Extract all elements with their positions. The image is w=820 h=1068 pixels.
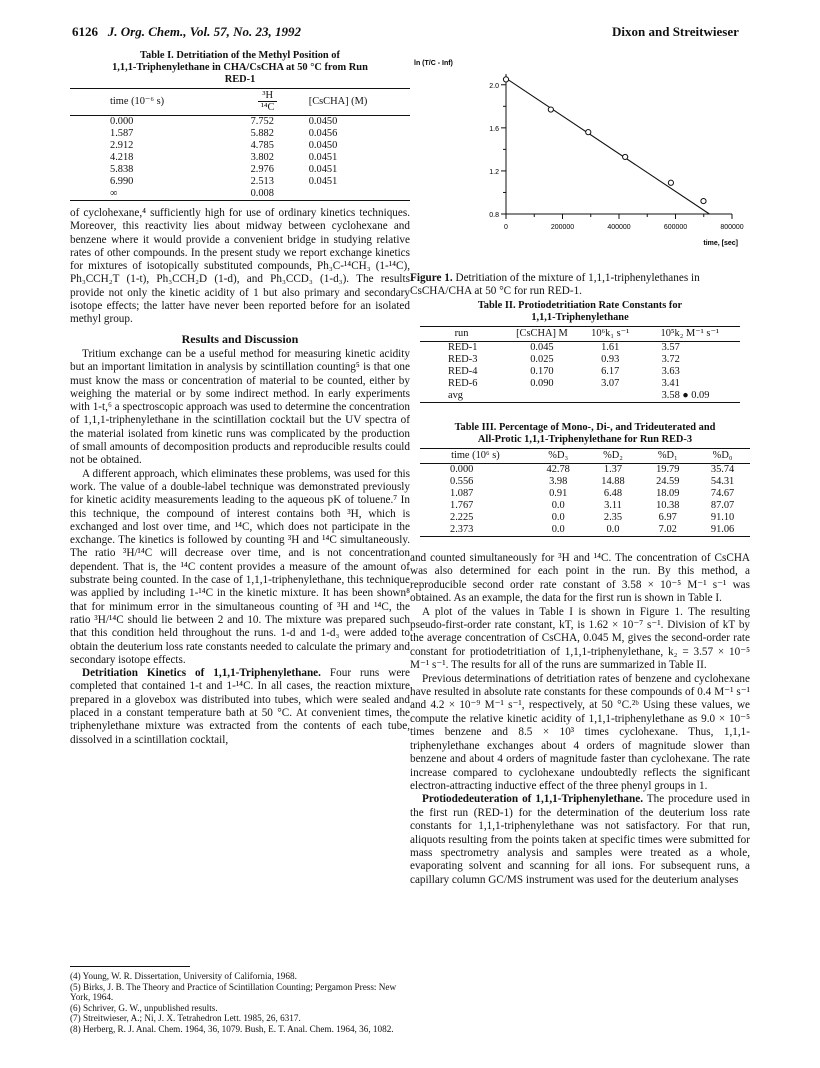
table1-cell: 5.838 bbox=[110, 164, 134, 175]
table2-header: 10⁵k₂ M⁻¹ s⁻¹ bbox=[660, 328, 720, 339]
footnote: (8) Herberg, R. J. Anal. Chem. 1964, 36, 1079. Bush, E. T. Anal. Chem. 1964, 36, 1082. bbox=[70, 1023, 394, 1034]
table3-cell: 0.0 bbox=[551, 524, 565, 535]
data-point bbox=[701, 198, 706, 203]
table3-cell: 6.48 bbox=[603, 488, 623, 499]
table2-avg-label: avg bbox=[448, 390, 464, 401]
table3-cell: 24.59 bbox=[656, 476, 680, 487]
table-row bbox=[420, 354, 740, 366]
table1-caption bbox=[70, 50, 410, 86]
table3-cell: 7.02 bbox=[658, 524, 677, 535]
table3-cell: 74.67 bbox=[710, 488, 735, 499]
x-tick-label: 200000 bbox=[550, 224, 575, 231]
table3-header: %D₂ bbox=[603, 450, 623, 461]
table2-cell: 3.41 bbox=[661, 378, 680, 389]
table3-cell: 1.087 bbox=[450, 488, 474, 499]
data-point bbox=[623, 154, 628, 159]
table1 bbox=[70, 88, 410, 201]
table2-cell: 1.61 bbox=[601, 342, 620, 353]
table2-avg-value: 3.58 ● 0.09 bbox=[661, 390, 710, 401]
table1-cell: 4.785 bbox=[250, 140, 274, 151]
table-row bbox=[420, 512, 750, 524]
table-row bbox=[420, 464, 750, 477]
table1-header-time: time (10⁻⁶ s) bbox=[110, 96, 165, 107]
page-number: 6126 bbox=[72, 24, 98, 39]
table3-caption-line: All-Protic 1,1,1-Triphenylethane for Run RED-3 bbox=[477, 434, 693, 445]
table2-cell: 0.93 bbox=[601, 354, 620, 365]
table-row bbox=[420, 500, 750, 512]
table-row bbox=[70, 116, 410, 129]
table3-cell: 18.09 bbox=[656, 488, 680, 499]
table3 bbox=[420, 448, 750, 537]
table1-cell: 2.976 bbox=[250, 164, 274, 175]
table3-cell: 10.38 bbox=[656, 500, 680, 511]
table-row-avg bbox=[420, 390, 740, 403]
table3-cell: 87.07 bbox=[710, 500, 735, 511]
figure1 bbox=[410, 56, 750, 268]
y-tick-label: 1.6 bbox=[489, 125, 499, 133]
table1-cell: 6.990 bbox=[110, 176, 134, 187]
table1-header-ratio bbox=[229, 89, 307, 116]
x-tick-label: 0 bbox=[504, 224, 508, 231]
paragraph: and counted simultaneously for ³H and ¹⁴C. The concentration of CsCHA was also determined for each point in the run. By this method, a reproducible second order rate constant of 3.58 × 10⁻⁵ M⁻¹ s⁻¹ was obtained. As an example, the data for the first run is shown in Table I. bbox=[410, 552, 750, 605]
table2-cell: 6.17 bbox=[601, 366, 620, 377]
section-heading: Results and Discussion bbox=[181, 331, 299, 346]
table3-cell: 6.97 bbox=[658, 512, 677, 523]
table1-header-conc: [CsCHA] (M) bbox=[308, 96, 368, 107]
table3-body bbox=[420, 464, 750, 537]
table1-cell: 0.0451 bbox=[308, 152, 338, 163]
table3-header: %D₀ bbox=[712, 450, 733, 461]
x-axis-label: time, [sec] bbox=[703, 240, 738, 247]
table1-cell: 0.0450 bbox=[308, 140, 338, 151]
table3-cell: 0.0 bbox=[551, 500, 565, 511]
y-tick-label: 0.8 bbox=[489, 212, 499, 219]
fit-line bbox=[506, 78, 709, 214]
table3-header: time (10⁶ s) bbox=[451, 450, 500, 461]
table1-cell: 4.218 bbox=[110, 152, 134, 163]
figure1-chart bbox=[410, 56, 750, 268]
paragraph: A different approach, which eliminates these problems, was used for this work. The value of a double-label technique was demonstrated previously for kinetic acidity measurements leading to the aqueous pK of toluene.⁷ In this technique, the compound of interest contains both ³H, which is exchanged and lost over time, and ¹⁴C, which does not participate in the exchange. The kinetics is followed by counting ³H and ¹⁴C simultaneously. The ratio ³H/¹⁴C will decrease over time, and is not concentration dependent. That is, the ¹⁴C content provides a measure of the amount of substrate being counted. In the case of 1,1,1-triphenylethane, this technique was applied by including 1-¹⁴C in the kinetic mixture. It has been shown⁸ that for minimum error in the simultaneous counting of ³H and ¹⁴C, the ratio ³H/¹⁴C should lie between 2 and 10. The mixture was prepared such that this condition held throughout the runs. 1-d and 1-d₃ were added to obtain the deuterium loss rate constants needed to calculate the primary and secondary isotope effects. bbox=[70, 467, 410, 666]
table3-cell: 0.000 bbox=[450, 464, 474, 475]
table-row bbox=[70, 152, 410, 164]
table2-cell: 0.045 bbox=[530, 342, 554, 353]
table-row bbox=[420, 476, 750, 488]
table3-cell: 35.74 bbox=[710, 464, 735, 475]
table2-block bbox=[420, 300, 740, 403]
table2-cell: 3.07 bbox=[601, 378, 620, 389]
table1-cell: ∞ bbox=[110, 188, 118, 199]
table-row bbox=[70, 188, 410, 201]
table1-cell: 0.0451 bbox=[308, 176, 338, 187]
table1-cell bbox=[307, 188, 410, 201]
table2-header: 10⁶k₁ s⁻¹ bbox=[591, 328, 630, 339]
table1-cell: 0.008 bbox=[250, 188, 274, 199]
table1-cell: 0.000 bbox=[110, 116, 134, 127]
data-point bbox=[548, 107, 553, 112]
table1-cell: 0.0451 bbox=[308, 164, 338, 175]
table3-cell: 2.225 bbox=[450, 512, 474, 523]
table1-cell: 0.0450 bbox=[308, 116, 338, 127]
running-header-left bbox=[72, 24, 301, 40]
table3-block bbox=[420, 422, 750, 537]
right-column-text bbox=[410, 552, 750, 887]
table-row bbox=[70, 140, 410, 152]
table1-cell: 0.0456 bbox=[308, 128, 338, 139]
table-row bbox=[420, 488, 750, 500]
ratio-numerator: ³H bbox=[258, 90, 278, 102]
table2-cell: RED-4 bbox=[448, 366, 478, 377]
table2-caption bbox=[420, 300, 740, 324]
table-row bbox=[70, 176, 410, 188]
table3-cell: 42.78 bbox=[546, 464, 570, 475]
table-row bbox=[70, 128, 410, 140]
running-header-authors: Dixon and Streitwieser bbox=[612, 24, 739, 39]
table1-caption-line: RED-1 bbox=[224, 74, 256, 85]
table3-caption-line: Table III. Percentage of Mono-, Di-, and Trideuterated and bbox=[454, 422, 716, 433]
x-tick-label: 600000 bbox=[663, 224, 688, 231]
table3-cell: 0.91 bbox=[549, 488, 568, 499]
left-column bbox=[70, 50, 410, 747]
table-row bbox=[420, 378, 740, 390]
table3-cell: 91.06 bbox=[710, 524, 735, 535]
x-tick-label: 800000 bbox=[720, 224, 744, 231]
table3-cell: 91.10 bbox=[710, 512, 735, 523]
y-tick-label: 1.2 bbox=[489, 168, 499, 176]
table2 bbox=[420, 326, 740, 403]
footnote: (4) Young, W. R. Dissertation, University of California, 1968. bbox=[70, 971, 297, 981]
table2-cell: RED-6 bbox=[448, 378, 478, 389]
table1-cell: 2.513 bbox=[250, 176, 274, 187]
paragraph: of cyclohexane,⁴ sufficiently high for use of ordinary kinetics techniques. Moreover, this reactivity lies about midway between cyclohexane and benzene where it would provide a convenient bridge in studying relative rates of other compounds. In the present study we report exchange kinetics for mixtures of isotopically substituted compounds, Ph₃C-¹⁴CH₃ (1-¹⁴C), Ph₃CCH₂T (1-t), Ph₃CCH₂D (1-d), and Ph₃CCD₃ (1-d₃). The results provide not only the kinetic acidity of 1 but also primary and secondary isotope effects; the latter have never been reported before for an isolated methyl group. bbox=[70, 207, 410, 326]
table-row bbox=[420, 524, 750, 537]
table3-caption bbox=[420, 422, 750, 446]
table-row bbox=[420, 342, 740, 355]
table3-cell: 14.88 bbox=[601, 476, 625, 487]
table2-caption-line: Table II. Protiodetritiation Rate Constants for bbox=[477, 300, 683, 311]
table3-header: %D₁ bbox=[657, 450, 678, 461]
paragraph: A plot of the values in Table I is shown in Figure 1. The resulting pseudo-first-order rate constant, kT, is 1.62 × 10⁻⁷ s⁻¹. Division of kT by the average concentration of CsCHA, 0.045 M, gives the second-order rate constant for protiodetritiation of 1,1,1-triphenylethane, k₂ = 3.57 × 10⁻⁵ M⁻¹ s⁻¹. The results for all of the runs are summarized in Table II. bbox=[410, 605, 750, 672]
paragraph bbox=[410, 793, 750, 887]
table3-cell: 1.767 bbox=[450, 500, 474, 511]
table1-cell: 2.912 bbox=[110, 140, 134, 151]
x-tick-label: 400000 bbox=[607, 224, 631, 231]
table-row bbox=[70, 164, 410, 176]
runin-heading: Detritiation Kinetics of 1,1,1-Triphenylethane. bbox=[82, 667, 321, 680]
table1-body bbox=[70, 116, 410, 201]
table1-cell: 5.882 bbox=[250, 128, 274, 139]
table3-cell: 2.373 bbox=[450, 524, 474, 535]
table2-body bbox=[420, 342, 740, 403]
table1-caption-line: 1,1,1-Triphenylethane in CHA/CsCHA at 50 °C from Run bbox=[112, 62, 368, 73]
table1-cell: 3.802 bbox=[250, 152, 274, 163]
data-point bbox=[503, 77, 508, 82]
table2-header: [CsCHA] M bbox=[516, 328, 568, 339]
footnote: (5) Birks, J. B. The Theory and Practice of Scintillation Counting; Pergamon Press: New York, 1964. bbox=[70, 981, 397, 1003]
figure1-label: Figure 1. bbox=[410, 272, 453, 284]
table2-cell: RED-1 bbox=[448, 342, 478, 353]
runin-heading: Protiodedeuteration of 1,1,1-Triphenylethane. bbox=[422, 793, 643, 806]
table3-cell: 2.35 bbox=[603, 512, 623, 523]
table2-cell: 3.72 bbox=[661, 354, 680, 365]
y-tick-label: 2.0 bbox=[489, 82, 499, 90]
table3-cell: 3.98 bbox=[549, 476, 568, 487]
table3-cell: 54.31 bbox=[710, 476, 735, 487]
paragraph-text: Four runs were completed that contained 1-t and 1-¹⁴C. In all cases, the reaction mixture prepared in a glovebox was distributed into tubes, which were sealed and placed in a constant temperature bath at 50 °C. At convenient times, the triphenylethane mixture was extracted from the contents of each tube, dissolved in a scintillation cocktail, bbox=[70, 667, 410, 746]
footnote: (6) Schriver, G. W., unpublished results. bbox=[70, 1002, 218, 1013]
data-point bbox=[586, 130, 591, 135]
table1-cell: 7.752 bbox=[250, 116, 274, 127]
paragraph: Previous determinations of detritiation rates of benzene and cyclohexane have resulted in absolute rate constants for these compounds of 0.4 M⁻¹ s⁻¹ and 4.2 × 10⁻⁹ M⁻¹ s⁻¹, respectively, at 50 °C.²ᵇ Using these values, we compute the relative kinetic acidity of 1,1,1-triphenylethane as 9.0 × 10⁻⁵ times benzene and 8.5 × 10³ times cyclohexane. Thus, 1,1,1-triphenylethane exchanges about 4 orders of magnitude slower than benzene and about 4 orders of magnitude faster than cyclohexane. The rate increase compared to cyclohexane undoubtedly reflects the significant electron-attracting inductive effect of the three phenyl groups in 1. bbox=[410, 672, 750, 792]
table3-cell: 1.37 bbox=[603, 464, 623, 475]
table2-cell: 0.170 bbox=[530, 366, 554, 377]
table3-cell: 0.0 bbox=[606, 524, 620, 535]
paragraph bbox=[70, 667, 410, 747]
table2-header: run bbox=[454, 328, 469, 339]
table1-cell: 1.587 bbox=[110, 128, 134, 139]
footnotes bbox=[70, 966, 410, 1035]
table3-cell: 3.11 bbox=[604, 500, 622, 511]
table2-cell: 0.090 bbox=[530, 378, 554, 389]
table-row bbox=[420, 366, 740, 378]
paragraph-text: The procedure used in the first run (RED-1) for the determination of the deuterium loss rate constants for 1,1,1-triphenylethane was not satisfactory. For that run, aliquots resulting from the points taken at specific times were submitted for mass spectrometry analysis and samples were treated as a whole, evaporating solvent and scanning for all ions. For subsequent runs, a capillary column GC/MS instrument was used for the deuterium analyses bbox=[410, 793, 750, 886]
table3-cell: 0.0 bbox=[551, 512, 565, 523]
table3-header: %D₃ bbox=[548, 450, 569, 461]
journal-citation: J. Org. Chem., Vol. 57, No. 23, 1992 bbox=[107, 24, 301, 39]
table2-cell: 0.025 bbox=[530, 354, 554, 365]
figure1-caption-text: Detritiation of the mixture of 1,1,1-triphenylethanes in CsCHA/CHA at 50 °C for run RED-1. bbox=[410, 272, 700, 297]
table2-cell: 3.63 bbox=[661, 366, 680, 377]
table2-cell: 3.57 bbox=[661, 342, 680, 353]
ratio-denominator: ¹⁴C bbox=[260, 102, 275, 113]
paragraph: Tritium exchange can be a useful method for measuring kinetic acidity but an important limitation in analysis by scintillation counting⁵ is that one must know the mass or concentration of material to be counted, either by weighing the material or by some indirect method. In early experiments with 1-t,⁶ a spectroscopic approach was used to determine the concentration of 1,1,1-triphenylethane in the scintillation cocktail but the UV spectra of the material isolated from kinetic runs was complicated by the production of small amounts of decomposition products and reproducible results could not be obtained. bbox=[70, 347, 410, 467]
figure1-caption bbox=[410, 272, 750, 298]
table2-caption-line: 1,1,1-Triphenylethane bbox=[531, 312, 629, 323]
footnote-rule bbox=[70, 966, 190, 967]
footnote: (7) Streitwieser, A.; Ni, J. X. Tetrahedron Lett. 1985, 26, 6317. bbox=[70, 1013, 301, 1024]
table3-cell: 19.79 bbox=[656, 464, 680, 475]
table2-cell: RED-3 bbox=[448, 354, 478, 365]
data-point bbox=[668, 180, 673, 185]
y-axis-label: ln (T/C - Inf) bbox=[414, 60, 453, 67]
table1-caption-line: Table I. Detritiation of the Methyl Position of bbox=[140, 50, 340, 61]
table3-cell: 0.556 bbox=[450, 476, 474, 487]
